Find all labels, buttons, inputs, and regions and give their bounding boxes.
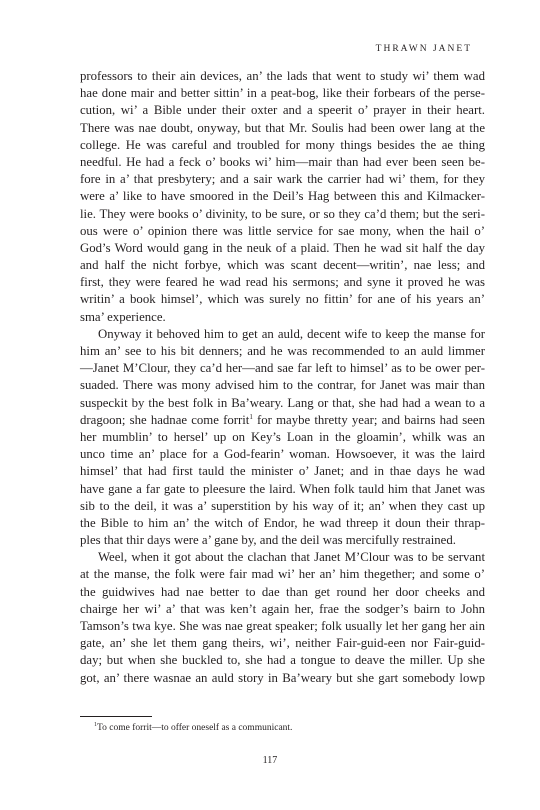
text-line: needful. He had a feck o’ books wi’ him—mair than had ever been seen be- (80, 154, 485, 169)
footnote-reference[interactable]: 1 (249, 412, 253, 421)
text-line: first, they were feared he wad read his sermons; and syne it proved he was (80, 275, 485, 290)
text-line: ples that thir days were a’ gane by, and the deil was mercifully restrained. (80, 533, 456, 548)
text-line-with-footnote (80, 412, 485, 429)
page-number: 117 (262, 755, 278, 766)
text-line: There was nae doubt, onyway, but that Mr. Soulis had been ower lang at the (80, 120, 485, 135)
text-line: gate, an’ she let them gang theirs, wi’, neither Fair-guid-een nor Fair-guid- (80, 636, 485, 651)
text-line: hae done mair and better sittin’ in a peat-bog, like their forbears of the perse- (80, 86, 485, 101)
text-line: cution, wi’ a Bible under their oxter and a speerit o’ prayer in their heart. (80, 103, 485, 118)
text-line: professors to their ain devices, an’ the lads that went to study wi’ them wad (80, 69, 485, 83)
text-line: unco time an’ place for a God-fearin’ woman. Howsoever, it was the laird (80, 447, 485, 462)
text-line: at the manse, the folk were fair mad wi’ her an’ him thegether; and some o’ (80, 567, 485, 582)
text-line: him an’ see to his bit denners; and he was recommended to an auld limmer (80, 344, 485, 358)
running-head: THRAWN JANET (375, 44, 472, 54)
footnote (94, 722, 292, 734)
text-line: himsel’ that had first tauld the minister o’ Janet; and in thae days he wad (80, 464, 485, 479)
text-line: ous were o’ opinion there was little service for sae mony, when the hail o’ (80, 223, 485, 238)
text-line: were a’ like to have smoored in the Deil’s Hag between this and Kilmacker- (80, 189, 485, 204)
text-line: have gane a far gate to pleesure the laird. When folk tauld him that Janet was (80, 481, 485, 496)
footnote-rule (80, 716, 152, 717)
footnote-marker: 1 (94, 722, 97, 728)
text-line: and half the nicht forbye, which was scant decent—writin’, nae less; and (80, 258, 485, 273)
paragraph-first-line: Onyway it behoved him to get an auld, decent wife to keep the manse for (98, 326, 485, 341)
footnote-text: To come forrit—to offer oneself as a communicant. (97, 723, 293, 733)
text-line: —Janet M’Clour, they ca’d her—and sae far left to himsel’ as to be ower per- (80, 361, 485, 376)
text-line: fore in a’ that presbytery; and a sair wark the carrier had wi’ them, for they (80, 172, 485, 187)
text-line: suspeckit by the best folk in Ba’weary. Lang or that, she had had a wean to a (80, 395, 485, 410)
text-fragment: for maybe thretty year; and bairns had seen (252, 412, 485, 427)
text-line: sma’ experience. (80, 309, 166, 324)
text-line: college. He was careful and troubled for mony things besides the ae thing (80, 137, 485, 152)
text-line: the guidwives had nae better to dae than get round her door cheeks and (80, 584, 485, 599)
text-line: God’s Word would gang in the neuk of a plaid. Then he wad sit half the day (80, 240, 485, 255)
text-fragment: dragoon; she hadnae come forrit (80, 412, 250, 427)
text-line: lie. They were books o’ divinity, to be sure, or so they ca’d them; but the seri- (80, 206, 485, 221)
text-line: her mumblin’ to hersel’ up on Key’s Loan in the gloamin’, whilk was an (80, 429, 485, 444)
text-line: the Bible to him an’ the witch of Endor, he wad threep it doun their thrap- (80, 515, 485, 530)
body-text (80, 68, 485, 687)
paragraph-first-line: Weel, when it got about the clachan that Janet M’Clour was to be servant (98, 550, 485, 565)
text-line: suaded. There was mony advised him to the contrar, for Janet was mair than (80, 378, 485, 393)
text-line: sib to the deil, it was a’ superstition by his way of it; an’ when they cast up (80, 498, 485, 513)
text-line: writin’ a book himsel’, which was surely no fittin’ for ane of his years an’ (80, 292, 485, 307)
text-line: got, an’ there wasnae an auld story in Ba’weary but she gart somebody lowp (80, 670, 485, 685)
text-line: day; but when she buckled to, she had a tongue to deave the miller. Up she (80, 653, 485, 668)
text-line: Tamson’s twa kye. She was nae great speaker; folk usually let her gang her ain (80, 619, 485, 633)
text-line: chairge her wi’ a’ that was ken’t again her, frae the sodger’s bairn to John (80, 601, 485, 616)
